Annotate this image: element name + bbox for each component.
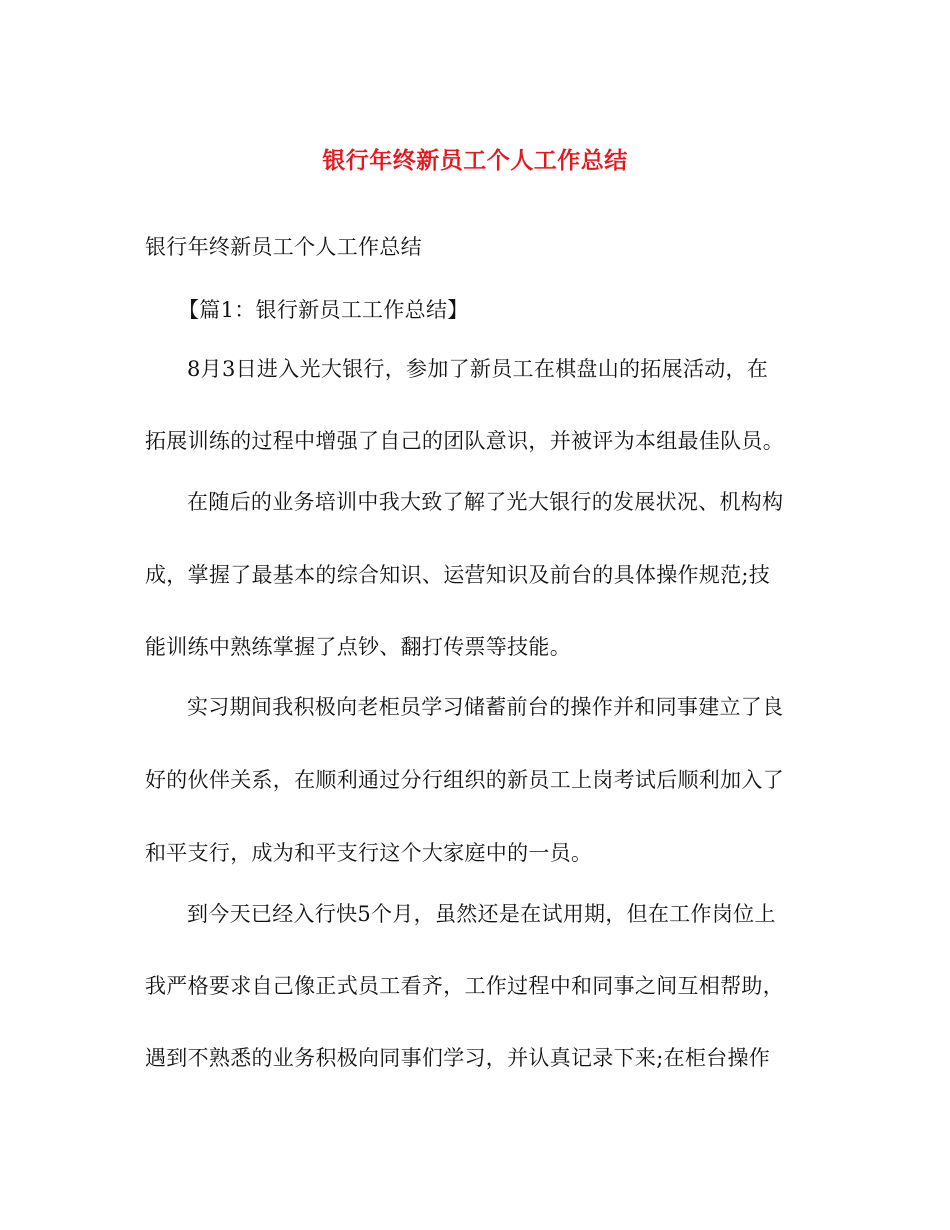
paragraph-line: 遇到不熟悉的业务积极向同事们学习，并认真记录下来;在柜台操作 <box>145 1046 771 1070</box>
paragraph-line: 到今天已经入行快5个月，虽然还是在试用期，但在工作岗位上 <box>187 902 776 926</box>
paragraph-line: 拓展训练的过程中增强了自己的团队意识，并被评为本组最佳队员。 <box>145 429 784 453</box>
paragraph-line: 在随后的业务培训中我大致了解了光大银行的发展状况、机构构 <box>187 490 784 514</box>
document-title: 银行年终新员工个人工作总结 <box>322 148 628 174</box>
subtitle-line: 银行年终新员工个人工作总结 <box>145 235 422 259</box>
paragraph-line: 和平支行，成为和平支行这个大家庭中的一员。 <box>145 841 593 865</box>
paragraph-line: 8月3日进入光大银行，参加了新员工在棋盘山的拓展活动，在 <box>187 357 769 381</box>
paragraph-line: 好的伙伴关系，在顺利通过分行组织的新员工上岗考试后顺利加入了 <box>145 768 784 792</box>
paragraph-line: 我严格要求自己像正式员工看齐，工作过程中和同事之间互相帮助， <box>145 974 784 998</box>
paragraph-line: 成，掌握了最基本的综合知识、运营知识及前台的具体操作规范;技 <box>145 563 771 587</box>
paragraph-line: 能训练中熟练掌握了点钞、翻打传票等技能。 <box>145 635 571 659</box>
paragraph-line: 实习期间我积极向老柜员学习储蓄前台的操作并和同事建立了良 <box>187 695 784 719</box>
section-heading: 【篇1：银行新员工工作总结】 <box>178 298 469 322</box>
